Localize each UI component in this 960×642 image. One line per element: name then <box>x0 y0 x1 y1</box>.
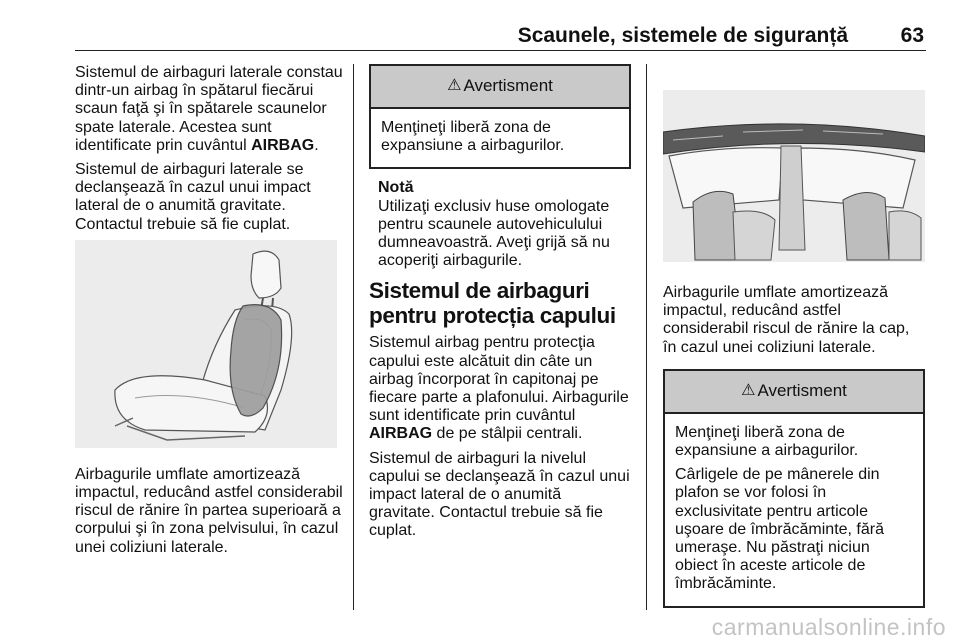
column-divider-right <box>646 64 647 610</box>
column-divider-left <box>353 64 354 610</box>
seat-airbag-illustration <box>75 240 337 448</box>
note-title: Notă <box>378 179 414 197</box>
seat-figure-caption: Airbagurile umflate amortizează impactul, reducând astfel considerabil riscul de rănire în partea superioară a corpului şi în zona pelvisului, în cazul unei coliziuni laterale. <box>75 465 343 556</box>
warning-body-2 <box>665 414 923 606</box>
curtain-airbag-intro: Sistemul airbag pentru protecţia capului este alcătuit din câte un airbag încorporat în capitonaj pe fiecare parte a plafonului. Airbagurile sunt identificate prin cuvântul AIRBAG de pe stâlpii centrali. <box>369 334 629 443</box>
warning-title: Avertisment <box>463 76 553 96</box>
column-left <box>75 64 350 563</box>
warning-text-2b: Cârligele de pe mânerele din plafon se vor folosi în exclusivitate pentru articole uşoare de îmbrăcăminte, fără umeraşe. Nu păstraţi niciun obiect în aceste articole de îmbrăcăminte. <box>675 466 884 593</box>
warning-box-2 <box>663 369 925 608</box>
page-header <box>75 0 926 51</box>
warning-box <box>369 64 631 169</box>
warning-body <box>371 109 629 167</box>
page-title: Scaunele, sistemele de siguranță <box>517 24 848 47</box>
warning-title-2: Avertisment <box>757 381 847 401</box>
watermark: carmanualsonline.info <box>711 614 946 640</box>
side-airbag-intro: Sistemul de airbaguri laterale constau dintr-un airbag în spătarul fiecărui scaun faţă şi în spătarele scaunelor spate laterale. Acestea sunt identificate prin cuvântul AIRBAG. <box>75 64 343 154</box>
page-number: 63 <box>900 24 924 47</box>
column-middle <box>369 64 631 547</box>
curtain-airbag-deploy-text: Sistemul de airbaguri la nivelul capului se declanşează în cazul unui impact lateral de o anumită gravitate. Contactul trebuie să fie cuplat. <box>369 449 630 540</box>
note-text: Utilizaţi exclusiv huse omologate pentru scaunele autovehiculului dumneavoastră. Aveţi grijă să nu acoperiţi airbagurile. <box>378 197 610 270</box>
warning-text-2a: Menţineţi liberă zona de expansiune a airbagurilor. <box>675 423 859 460</box>
side-airbag-deploy-text: Sistemul de airbaguri laterale se declanşează în cazul unui impact lateral de o anumită gravitate. Contactul trebuie să fie cuplat. <box>75 161 311 233</box>
warning-text: Menţineţi liberă zona de expansiune a airbagurilor. <box>381 119 565 155</box>
warning-triangle-icon: ⚠ <box>447 77 462 95</box>
column-right <box>663 64 925 618</box>
note-block <box>369 179 631 270</box>
warning-triangle-icon: ⚠ <box>741 382 756 400</box>
curtain-figure-caption: Airbagurile umflate amortizează impactul, reducând astfel considerabil riscul de rănire la cap, în cazul unei coliziuni laterale. <box>663 284 910 356</box>
section-heading: Sistemul de airbaguri pentru protecția capului <box>369 278 616 329</box>
warning-header <box>371 66 629 109</box>
warning-header-2 <box>665 371 923 414</box>
curtain-airbag-illustration <box>663 90 925 262</box>
